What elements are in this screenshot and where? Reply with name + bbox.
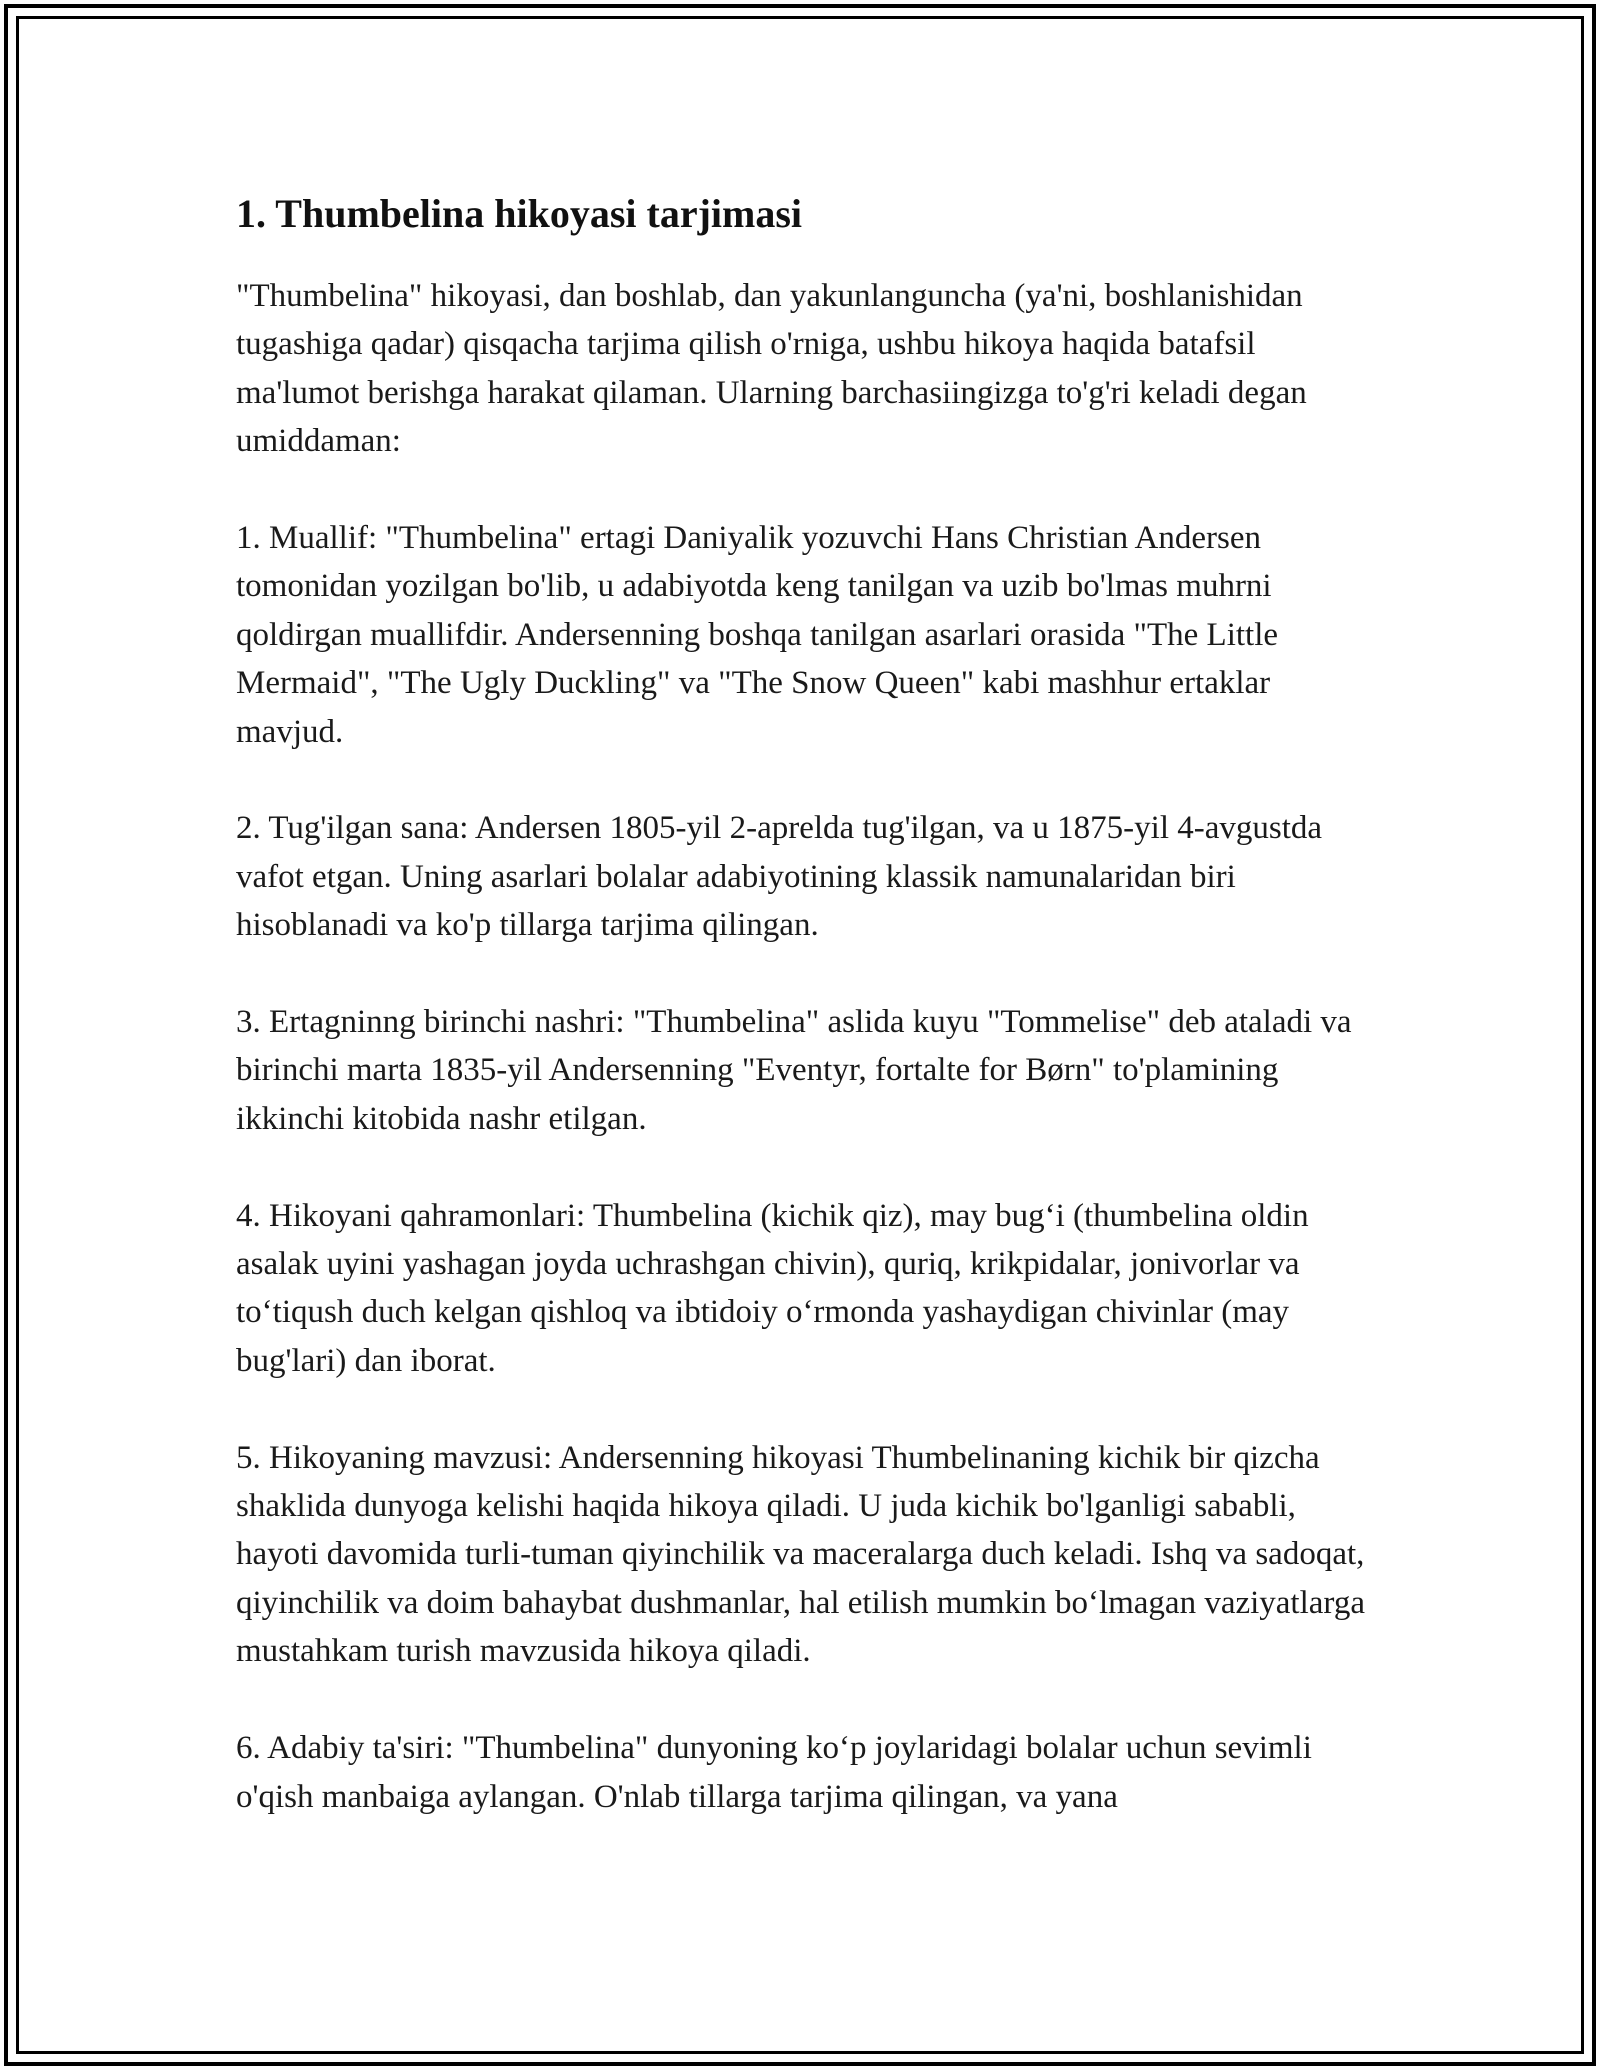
theme-paragraph: 5. Hikoyaning mavzusi: Andersenning hikoyasi Thumbelinaning kichik bir qizcha shaklida dunyoga kelishi haqida hikoya qiladi. U juda kichik bo'lganligi sababli, hayoti davomida turli-tuman qiyinchilik va maceralarga duch keladi. Ishq va sadoqat, qiyinchilik va doim bahaybat dushmanlar, hal etilish mumkin bo‘lmagan vaziyatlarga mustahkam turish mavzusida hikoya qiladi. [236, 1439, 1365, 1670]
first-edition-paragraph: 3. Ertagninng birinchi nashri: "Thumbelina" aslida kuyu "Tommelise" deb ataladi va birinchi marta 1835-yil Andersenning "Eventyr, fortalte for Børn" to'plamining ikkinchi kitobida nashr etilgan. [236, 1004, 1352, 1137]
birth-date-paragraph: 2. Tug'ilgan sana: Andersen 1805-yil 2-aprelda tug'ilgan, va u 1875-yil 4-avgustda vafot etgan. Uning asarlari bolalar adabiyotining klassik namunalaridan biri hisoblanadi va ko'p tillarga tarjima qilingan. [236, 810, 1323, 944]
page-title: 1. Thumbelina hikoyasi tarjimasi [236, 191, 803, 236]
intro-paragraph: "Thumbelina" hikoyasi, dan boshlab, dan yakunlanguncha (ya'ni, boshlanishidan tugashiga qadar) qisqacha tarjima qilish o'rniga, ushbu hikoya haqida batafsil ma'lumot berishga harakat qilaman. Ularning barchasiingizga to'g'ri keladi degan umiddaman: [236, 278, 1307, 460]
characters-paragraph: 4. Hikoyani qahramonlari: Thumbelina (kichik qiz), may bug‘i (thumbelina oldin asalak uyini yashagan joyda uchrashgan chivin), quriq, krikpidalar, jonivorlar va to‘tiqush duch kelgan qishloq va ibtidoiy o‘rmonda yashaydigan chivinlar (may bug'lari) dan iborat. [236, 1197, 1309, 1379]
literary-influence-paragraph: 6. Adabiy ta'siri: "Thumbelina" dunyoning ko‘p joylaridagi bolalar uchun sevimli o'qish manbaiga aylangan. O'nlab tillarga tarjima qilingan, va yana [236, 1730, 1312, 1815]
document-body [236, 180, 1376, 1869]
author-paragraph: 1. Muallif: "Thumbelina" ertagi Daniyalik yozuvchi Hans Christian Andersen tomonidan yozilgan bo'lib, u adabiyotda keng tanilgan va uzib bo'lmas muhrni qoldirgan muallifdir. Andersenning boshqa tanilgan asarlari orasida "The Little Mermaid", "The Ugly Duckling" va "The Snow Queen" kabi mashhur ertaklar mavjud. [236, 520, 1279, 750]
